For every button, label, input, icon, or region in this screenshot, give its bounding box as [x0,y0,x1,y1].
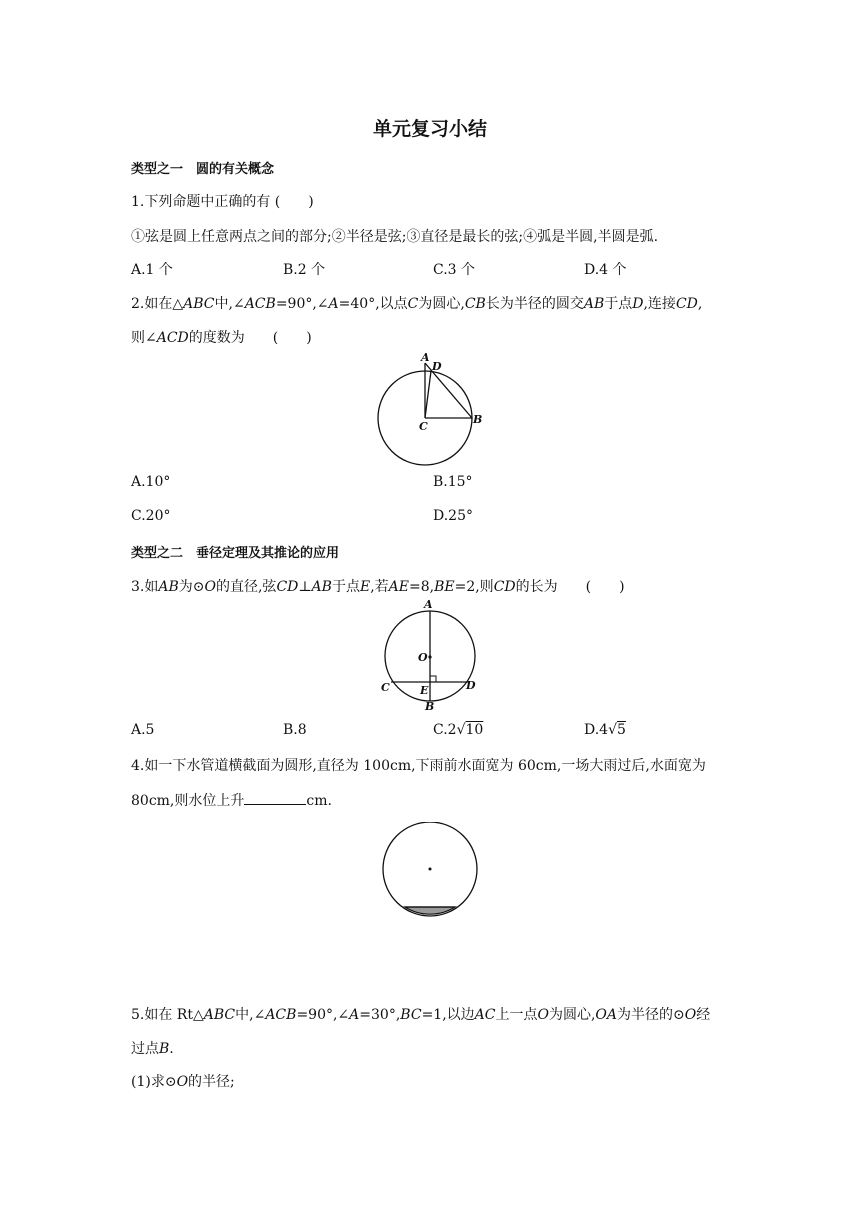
q4-stem-line1: 4.如一下水管道横截面为圆形,直径为 100cm,下雨前水面宽为 60cm,一场大雨过后,水面宽为 [131,758,706,774]
q3-option-a: A.5 [131,722,155,738]
q3-option-c: C.2√10 [433,722,484,738]
q3-option-b: B.8 [283,722,307,738]
q2-option-a: A.10° [131,474,171,490]
q2-figure-circle-triangle [370,350,490,470]
section-heading-2: 类型之二 垂径定理及其推论的应用 [131,546,340,561]
section-heading-1: 类型之一 圆的有关概念 [131,162,275,177]
label-C: C [381,681,390,694]
q2-stem-line1: 2.如在△ABC中,∠ACB=90°,∠A=40°,以点C为圆心,CB长为半径的圆交AB于点D,连接CD, [131,296,703,312]
label-D: D [466,679,476,692]
label-E: E [420,684,429,697]
q4-stem-line2: 80cm,则水位上升 cm. [131,793,332,809]
label-D: D [432,360,442,373]
q5-subquestion-1: (1)求⊙O的半径; [131,1074,235,1090]
q1-statements: ①弦是圆上任意两点之间的部分;②半径是弦;③直径是最长的弦;④弧是半圆,半圆是弧. [131,229,659,245]
label-A: A [424,598,433,611]
q1-option-d: D.4 个 [584,262,627,278]
q1-option-a: A.1 个 [131,262,173,278]
q5-stem-line2: 过点B. [131,1041,174,1057]
label-B: B [473,413,483,426]
q1-option-c: C.3 个 [433,262,476,278]
q2-option-d: D.25° [433,508,473,524]
q5-stem-line1: 5.如在 Rt△ABC中,∠ACB=90°,∠A=30°,BC=1,以边AC上一点O为圆心,OA为半径的⊙O经 [131,1007,711,1023]
q3-figure-circle-chord [376,598,486,713]
q2-option-b: B.15° [433,474,473,490]
q3-stem: 3.如AB为⊙O的直径,弦CD⊥AB于点E,若AE=8,BE=2,则CD的长为 ( ) [131,579,625,595]
page-title: 单元复习小结 [372,118,487,140]
q2-option-c: C.20° [131,508,171,524]
q3-option-d: D.4√5 [584,722,626,738]
q4-figure-pipe-cross-section [374,822,486,922]
label-A: A [421,351,430,364]
label-O: O [418,651,428,664]
label-B: B [425,700,435,713]
q1-option-b: B.2 个 [283,262,326,278]
label-C: C [419,420,428,433]
answer-blank [244,792,306,805]
q2-stem-line2: 则∠ACD的度数为 ( ) [131,330,312,346]
q1-stem: 1.下列命题中正确的有 ( ) [131,194,314,210]
